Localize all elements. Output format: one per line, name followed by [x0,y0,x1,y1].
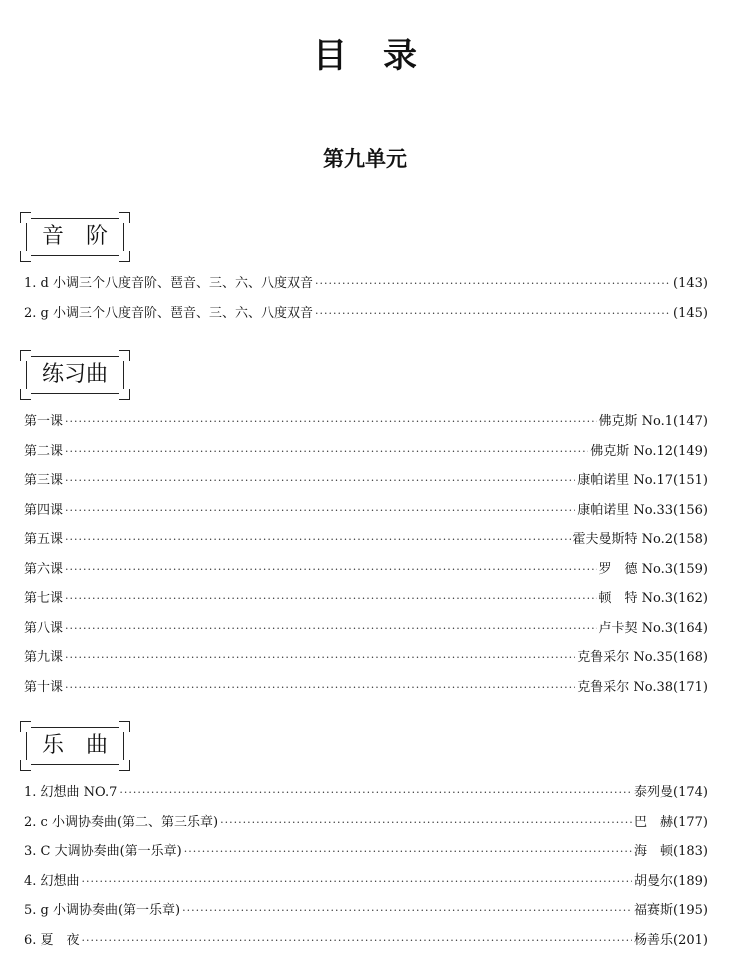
entry-page: 福赛斯(195) [634,903,708,918]
entry-title: 第十课 [24,679,64,695]
toc-entry[interactable] [24,676,708,706]
toc-entry[interactable] [24,302,708,332]
entry-page: 克鲁采尔 No.38(171) [577,679,708,695]
entry-page: (143) [673,276,708,291]
leader-dots [119,786,632,799]
entry-title: 1. d 小调三个八度音阶、琶音、三、六、八度双音 [24,276,313,291]
entry-title: 6. 夏 夜 [24,932,80,948]
section-etudes [24,356,708,705]
entry-title: 4. 幻想曲 [24,873,80,889]
leader-dots [65,474,575,487]
toc-entry[interactable] [24,899,708,929]
section-heading: 音 阶 [42,224,109,249]
leader-dots [65,592,597,605]
section-heading: 乐 曲 [42,733,109,758]
leader-dots [65,533,571,546]
toc-entry[interactable] [24,469,708,499]
entry-page: 克鲁采尔 No.35(168) [577,650,708,665]
toc-entry[interactable] [24,781,708,811]
entry-title: 第一课 [24,414,64,429]
leader-dots [65,504,575,517]
leader-dots [65,563,597,576]
entry-page: 罗 德 No.3(159) [598,561,708,577]
entry-page: 胡曼尔(189) [634,873,708,889]
entry-title: 第九课 [24,650,64,665]
leader-dots [82,875,632,888]
toc-list [24,781,708,958]
entry-page: 佛克斯 No.1(147) [598,414,708,429]
toc-entry[interactable] [24,272,708,302]
entry-page: (145) [673,305,708,321]
entry-title: 第八课 [24,620,64,636]
leader-dots [82,934,632,947]
entry-title: 3. C 大调协奏曲(第一乐章) [24,844,182,859]
entry-page: 霍夫曼斯特 No.2(158) [572,532,708,547]
toc-entry[interactable] [24,410,708,440]
toc-entry[interactable] [24,840,708,870]
entry-title: 5. g 小调协奏曲(第一乐章) [24,903,181,918]
toc-entry[interactable] [24,870,708,900]
entry-page: 康帕诺里 No.33(156) [577,502,708,518]
unit-title: 第九单元 [323,147,407,171]
toc-entry[interactable] [24,499,708,529]
toc-list [24,272,708,331]
toc-entry[interactable] [24,587,708,617]
toc-entry[interactable] [24,528,708,558]
entry-title: 1. 幻想曲 NO.7 [24,785,118,800]
section-heading-frame [26,727,124,765]
entry-page: 泰列曼(174) [634,785,708,800]
leader-dots [182,904,632,917]
entry-page: 杨善乐(201) [634,932,708,948]
entry-title: 第三课 [24,473,64,488]
leader-dots [315,277,671,290]
leader-dots [315,307,671,320]
toc-entry[interactable] [24,617,708,647]
toc-list [24,410,708,705]
entry-page: 卢卡契 No.3(164) [598,620,708,636]
entry-title: 第四课 [24,502,64,518]
toc-entry[interactable] [24,440,708,470]
section-heading: 练习曲 [42,362,109,387]
toc-entry[interactable] [24,929,708,959]
leader-dots [65,651,575,664]
toc-entry[interactable] [24,646,708,676]
section-heading-frame [26,218,124,256]
entry-title: 2. g 小调三个八度音阶、琶音、三、六、八度双音 [24,305,313,321]
leader-dots [65,415,597,428]
page-title: 目录 [313,36,453,76]
entry-title: 第二课 [24,443,64,459]
toc-entry[interactable] [24,558,708,588]
leader-dots [65,445,588,458]
entry-title: 2. c 小调协奏曲(第二、第三乐章) [24,814,219,830]
section-scales [24,218,708,331]
entry-page: 海 顿(183) [634,844,708,859]
section-pieces [24,727,708,958]
leader-dots [220,816,632,829]
entry-page: 佛克斯 No.12(149) [590,443,708,459]
entry-page: 顿 特 No.3(162) [598,591,708,606]
entry-page: 巴 赫(177) [634,814,708,830]
leader-dots [65,622,597,635]
entry-title: 第五课 [24,532,64,547]
leader-dots [65,681,575,694]
entry-title: 第六课 [24,561,64,577]
leader-dots [184,845,632,858]
toc-entry[interactable] [24,811,708,841]
entry-title: 第七课 [24,591,64,606]
entry-page: 康帕诺里 No.17(151) [577,473,708,488]
section-heading-frame [26,356,124,394]
